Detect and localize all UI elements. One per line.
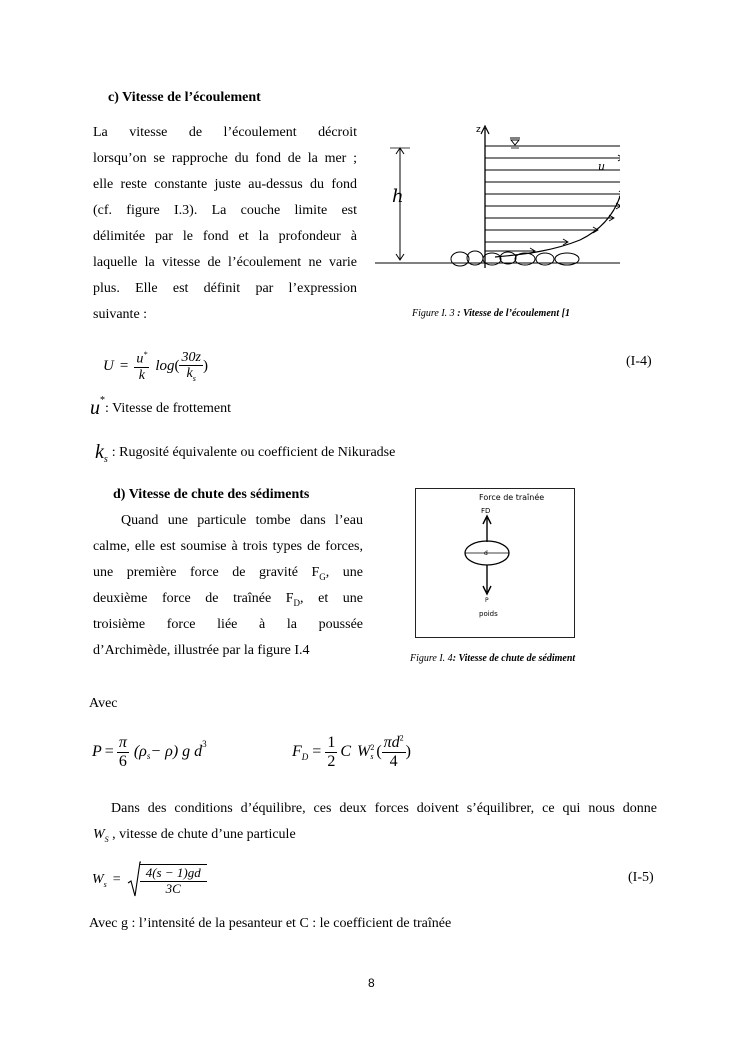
- falling-sediment-figure: [415, 488, 575, 638]
- eq-denominator: 2: [327, 752, 336, 770]
- eq-equals: =: [112, 872, 121, 887]
- eq-denominator: 4: [389, 752, 398, 770]
- fraction-pid2-4: [382, 734, 406, 770]
- ks-definition: [95, 441, 396, 465]
- final-line: Avec g : l’intensité de la pesanteur et C : le coefficient de traînée: [89, 916, 452, 931]
- seabed-pebbles: [451, 251, 579, 266]
- ks-symbol: k: [95, 441, 104, 463]
- section-d-heading: d) Vitesse de chute des sédiments: [113, 487, 310, 502]
- equation-p: [92, 734, 207, 770]
- paragraph-line: La vitesse de l’écoulement décroit: [93, 125, 357, 140]
- text-run: , une: [325, 565, 363, 580]
- figure-caption-text: : Vitesse de l’écoulement [1: [454, 308, 570, 319]
- figure-i3-caption: [412, 308, 570, 319]
- eq-subscript: s: [370, 752, 374, 762]
- u-label: u: [598, 160, 606, 173]
- eq-denominator: 3C: [165, 880, 181, 896]
- eq-superscript: 2: [370, 743, 375, 753]
- ws-symbol: W: [93, 827, 105, 842]
- fd-label: FD: [481, 507, 491, 515]
- paragraph-line: calme, elle est soumise à trois types de forces,: [93, 539, 363, 554]
- eq-symbol: k: [186, 366, 193, 382]
- eq-superscript: 2: [399, 733, 404, 743]
- fraction-sqrt: [140, 864, 207, 896]
- paragraph-line: délimitée par le fond et la profondeur à: [93, 229, 357, 244]
- eq-numerator: 30z: [181, 350, 201, 365]
- fraction-30z-ks: [179, 350, 202, 384]
- eq-numerator: π: [118, 734, 127, 751]
- eq-superscript: *: [143, 349, 148, 359]
- poids-label: poids: [479, 610, 498, 618]
- eq-symbol: P: [92, 743, 102, 761]
- paragraph-line: [93, 586, 363, 612]
- ws-scripts: [370, 743, 374, 761]
- velocity-arrows: [485, 155, 620, 254]
- eq-body: − ρ) g d: [150, 743, 203, 761]
- subscript: D: [293, 597, 301, 608]
- z-axis-label: z: [476, 125, 481, 135]
- fraction-ustar-k: [134, 351, 149, 383]
- h-label: h: [392, 186, 404, 207]
- eq-superscript: 3: [202, 739, 207, 750]
- eq-paren: ): [202, 358, 208, 375]
- page-number: 8: [368, 976, 375, 990]
- equation-i4-label: (I-4): [626, 354, 652, 369]
- ustar-definition: [90, 395, 232, 419]
- ustar-star: *: [100, 395, 105, 406]
- eq-symbol: W: [92, 872, 104, 887]
- section-c-heading: c) Vitesse de l’écoulement: [108, 90, 261, 105]
- paragraph-line: (cf. figure I.3). La couche limite est: [93, 203, 357, 218]
- eq-subscript: s: [192, 374, 196, 384]
- text-run: deuxième force de traînée F: [93, 591, 294, 606]
- eq-equals: =: [312, 743, 322, 761]
- ws-subscript: S: [104, 834, 109, 844]
- sqrt-sign: [127, 861, 141, 899]
- figure-caption-text: : Vitesse de chute de sédiment: [452, 653, 576, 664]
- eq-subscript: D: [301, 752, 309, 763]
- eq-numerator: 4(s − 1)gd: [140, 866, 207, 881]
- subscript: G: [319, 571, 326, 582]
- ks-text: : Rugosité équivalente ou coefficient de Nikuradse: [111, 445, 396, 460]
- paragraph-line: Dans des conditions d’équilibre, ces deux forces doivent s’équilibrer, ce qui nous donne: [111, 801, 657, 816]
- eq-paren: ): [405, 743, 411, 761]
- section-c-paragraph: [93, 120, 357, 328]
- fraction-1-2: [325, 734, 337, 770]
- paragraph-line: lorsqu’on se rapproche du fond de la mer ;: [93, 151, 357, 166]
- diameter-label: d: [484, 550, 488, 557]
- eq-symbol: C: [340, 743, 351, 761]
- eq-symbol: k: [138, 367, 145, 383]
- eq-subscript: s: [103, 879, 107, 889]
- eq-numerator: πd: [383, 734, 400, 751]
- eq-paren: (: [376, 743, 382, 761]
- text-run: , vitesse de chute d’une particule: [108, 827, 296, 842]
- figure-label: Figure I. 4: [410, 653, 453, 664]
- avec-label: Avec: [89, 696, 118, 711]
- paragraph-line: troisième force liée à la poussée: [93, 617, 363, 632]
- paragraph-line: [93, 822, 657, 853]
- drag-force-title: Force de traînée: [479, 493, 545, 502]
- eq-equals: =: [104, 743, 114, 761]
- figure-i4-caption: [410, 653, 575, 664]
- paragraph-line: suivante :: [93, 307, 148, 322]
- paragraph-line: laquelle la vitesse de l’écoulement ne varie: [93, 255, 357, 270]
- equilibrium-paragraph: [93, 796, 657, 853]
- eq-log: log: [155, 358, 175, 375]
- eq-equals: =: [119, 358, 129, 375]
- section-d-paragraph: [93, 508, 363, 664]
- eq-paren: (: [174, 358, 180, 375]
- p-label: P: [485, 597, 489, 604]
- eq-body: (ρ: [133, 743, 147, 761]
- paragraph-line: plus. Elle est définit par l’expression: [93, 281, 357, 296]
- eq-symbol: F: [292, 743, 302, 761]
- velocity-profile-figure: [370, 120, 620, 270]
- eq-symbol: U: [103, 358, 114, 375]
- paragraph-line: d’Archimède, illustrée par la figure I.4: [93, 643, 310, 658]
- equation-i5-label: (I-5): [628, 870, 654, 885]
- eq-symbol: W: [356, 743, 371, 761]
- figure-label: Figure I. 3: [412, 308, 455, 319]
- eq-subscript: s: [146, 751, 151, 762]
- equation-fd: [292, 734, 411, 770]
- paragraph-line: elle reste constante juste au-dessus du fond: [93, 177, 357, 192]
- eq-symbol: u: [136, 351, 144, 367]
- ustar-symbol: u: [90, 397, 100, 419]
- equation-i5: [92, 861, 207, 899]
- eq-numerator: 1: [327, 734, 336, 751]
- equation-i4: [103, 350, 208, 384]
- paragraph-line: [93, 560, 363, 586]
- paragraph-line: Quand une particule tombe dans l’eau: [121, 513, 363, 528]
- eq-denominator: 6: [118, 752, 127, 770]
- text-run: une première force de gravité F: [93, 565, 320, 580]
- fraction-pi-6: [117, 734, 129, 770]
- ustar-text: : Vitesse de frottement: [105, 401, 232, 416]
- text-run: , et une: [300, 591, 363, 606]
- ks-subscript: s: [103, 454, 108, 465]
